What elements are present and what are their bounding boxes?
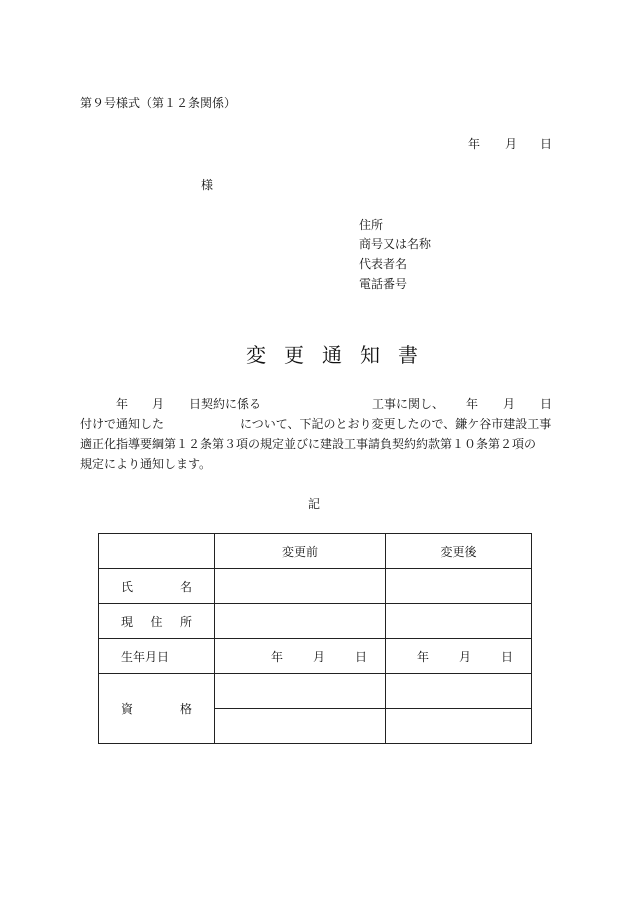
birth-year: 年 [416,649,429,664]
cell-qualification-before-1 [215,674,386,709]
label-char: 格 [179,702,192,716]
birth-day: 日 [354,649,367,664]
body-month2: 月 [503,397,516,411]
birth-day: 日 [500,649,513,664]
document-title [246,345,418,365]
title-char: 知 [360,343,380,367]
body-line2-rest: について、下記のとおり変更したので、鎌ケ谷市建設工事 [240,417,552,431]
label-char: 資 [121,702,134,716]
date-year: 年 [468,137,481,151]
header-before: 変更前 [215,534,386,569]
label-char: 住 [150,614,163,629]
title-char: 書 [398,343,418,367]
cell-name-before [215,569,386,604]
cell-name-after [386,569,532,604]
row-label-qualification [99,674,215,744]
title-char: 更 [284,343,304,367]
title-char: 変 [246,343,266,367]
date-day: 日 [540,137,553,151]
table-row [99,674,532,709]
body-line3: 適正化指導要綱第１２条第３項の規定並びに建設工事請負契約約款第１０条第２項の [80,437,537,451]
header-after: 変更後 [386,534,532,569]
row-label-name [99,569,215,604]
cell-birth-before [215,639,386,674]
sender-address-label: 住所 [359,218,384,232]
body-month: 月 [152,397,165,411]
addressee-suffix: 様 [201,178,214,192]
cell-qualification-before-2 [215,709,386,744]
label-char: 現 [121,614,134,629]
birth-month: 月 [312,649,325,664]
table-header-row [99,534,532,569]
table-row [99,604,532,639]
sender-phone-label: 電話番号 [359,277,408,291]
table-corner-cell [99,534,215,569]
birth-year: 年 [270,649,283,664]
body-line4: 規定により通知します。 [80,457,212,471]
sender-company-label: 商号又は名称 [359,237,432,251]
label-char: 氏 [121,579,134,594]
body-day-contract: 日契約に係る [189,397,262,411]
cell-address-before [215,604,386,639]
cell-qualification-after-1 [386,674,532,709]
body-year: 年 [116,397,129,411]
cell-address-after [386,604,532,639]
form-number: 第９号様式（第１２条関係） [80,96,237,110]
table-row [99,569,532,604]
cell-birth-after [386,639,532,674]
date-month: 月 [505,137,518,151]
body-work: 工事に関し、 [372,397,445,411]
body-line2-start: 付けで通知した [80,417,165,431]
body-day2: 日 [540,397,553,411]
title-char: 通 [322,343,342,367]
table-row [99,639,532,674]
birth-month: 月 [458,649,471,664]
row-label-birth: 生年月日 [99,639,215,674]
ki-marker: 記 [308,497,321,511]
cell-qualification-after-2 [386,709,532,744]
change-table [98,533,532,744]
body-year2: 年 [466,397,479,411]
label-char: 名 [179,579,192,594]
label-char: 所 [179,614,192,629]
row-label-address [99,604,215,639]
sender-representative-label: 代表者名 [359,257,408,271]
